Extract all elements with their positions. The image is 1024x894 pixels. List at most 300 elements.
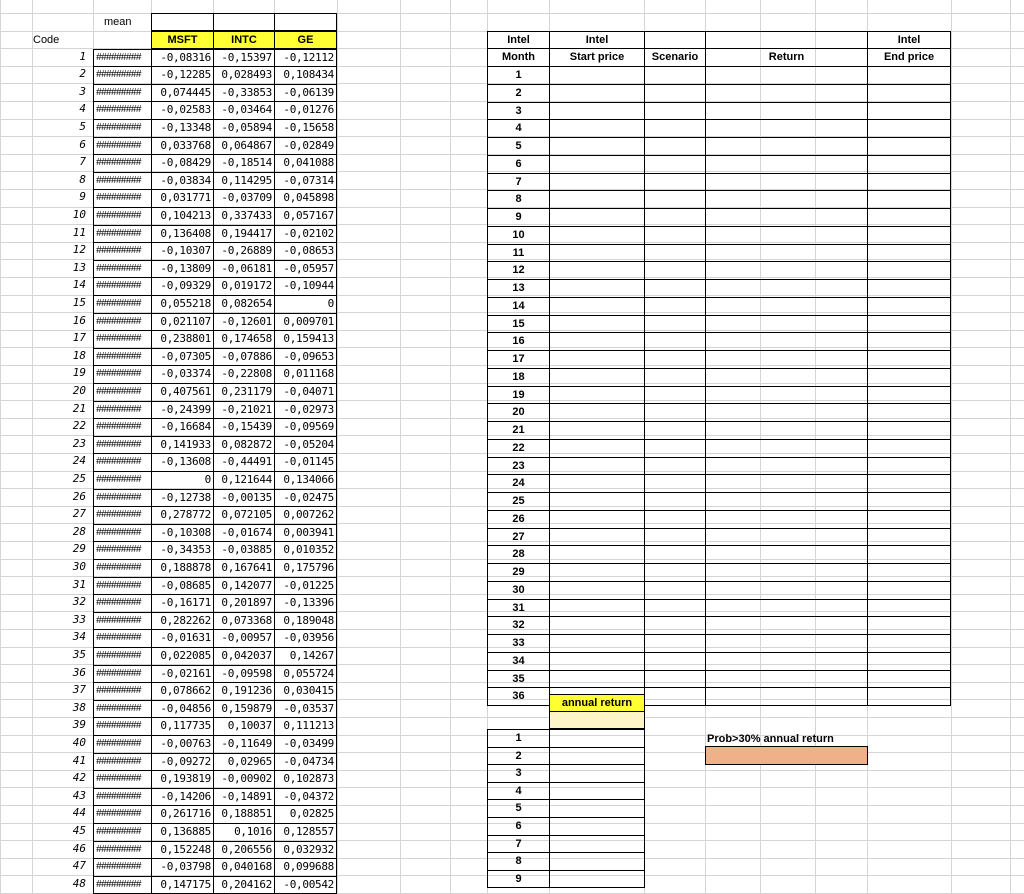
intel-end-price[interactable]	[867, 332, 951, 351]
row-intc[interactable]: -0,12601	[213, 313, 275, 331]
row-date[interactable]: #########	[93, 84, 152, 102]
row-code[interactable]: 4	[79, 102, 86, 115]
intel-start-price[interactable]	[549, 173, 645, 191]
prob-label[interactable]: Prob>30% annual return	[707, 733, 834, 745]
intel-return[interactable]	[705, 66, 868, 85]
row-intc[interactable]: 0,019172	[213, 277, 275, 296]
row-code[interactable]: 2	[79, 67, 86, 80]
intel-end-price[interactable]	[867, 279, 951, 298]
row-ge[interactable]: -0,10944	[274, 277, 337, 296]
mean-label[interactable]: mean	[104, 16, 132, 28]
sim-annual-return[interactable]	[549, 747, 645, 765]
row-intc[interactable]: 0,167641	[213, 559, 275, 578]
intel-month[interactable]: 35	[487, 670, 550, 688]
sim-annual-return[interactable]	[549, 852, 645, 871]
sim-number[interactable]: 9	[487, 870, 550, 888]
intel-start-price[interactable]	[549, 332, 645, 351]
row-ge[interactable]: -0,00542	[274, 876, 337, 894]
intel-start-price[interactable]	[549, 474, 645, 493]
row-date[interactable]: #########	[93, 436, 152, 454]
row-intc[interactable]: -0,00902	[213, 770, 275, 789]
intel-end-price[interactable]	[867, 403, 951, 422]
row-ge[interactable]: -0,13396	[274, 594, 337, 613]
intel-end-price[interactable]	[867, 244, 951, 262]
intel-start-price[interactable]	[549, 403, 645, 422]
row-code[interactable]: 35	[72, 648, 86, 661]
row-intc[interactable]: 0,231179	[213, 383, 275, 402]
intel-month[interactable]: 5	[487, 137, 550, 156]
intel-scenario[interactable]	[644, 261, 706, 280]
row-ge[interactable]: -0,01276	[274, 101, 337, 120]
sim-annual-return[interactable]	[549, 764, 645, 783]
row-ge[interactable]: -0,09653	[274, 348, 337, 366]
row-date[interactable]: #########	[93, 717, 152, 736]
row-ge[interactable]: -0,06139	[274, 84, 337, 102]
intel-month[interactable]: 14	[487, 297, 550, 316]
row-intc[interactable]: -0,06181	[213, 260, 275, 278]
row-msft[interactable]: 0,193819	[151, 770, 214, 789]
intel-scenario[interactable]	[644, 84, 706, 103]
intel-scenario[interactable]	[644, 368, 706, 387]
row-date[interactable]: #########	[93, 788, 152, 806]
intel-start-price[interactable]	[549, 279, 645, 298]
intel-month[interactable]: 21	[487, 421, 550, 440]
intel-return[interactable]	[705, 545, 868, 564]
intel-return[interactable]	[705, 368, 868, 387]
row-intc[interactable]: -0,33853	[213, 84, 275, 102]
intel-end-price[interactable]	[867, 226, 951, 245]
row-code[interactable]: 5	[79, 120, 86, 133]
intel-scenario[interactable]	[644, 244, 706, 262]
row-code[interactable]: 44	[72, 806, 86, 819]
intel-end-price[interactable]	[867, 492, 951, 511]
row-code[interactable]: 8	[79, 173, 86, 186]
row-intc[interactable]: 0,073368	[213, 612, 275, 630]
intel-end-price[interactable]	[867, 634, 951, 653]
row-ge[interactable]: 0,02825	[274, 805, 337, 824]
row-code[interactable]: 11	[72, 226, 86, 239]
intel-start-price[interactable]	[549, 119, 645, 138]
intel-end-price[interactable]	[867, 368, 951, 387]
ge-header[interactable]: GE	[274, 31, 337, 49]
intel-scenario[interactable]	[644, 492, 706, 511]
row-date[interactable]: #########	[93, 858, 152, 877]
row-msft[interactable]: -0,03374	[151, 365, 214, 384]
row-msft[interactable]: -0,14206	[151, 788, 214, 806]
row-ge[interactable]: 0,134066	[274, 471, 337, 490]
row-msft[interactable]: -0,24399	[151, 401, 214, 419]
row-date[interactable]: #########	[93, 119, 152, 138]
row-code[interactable]: 41	[72, 754, 86, 767]
row-ge[interactable]: -0,05204	[274, 436, 337, 454]
row-ge[interactable]: 0,030415	[274, 682, 337, 701]
row-msft[interactable]: 0,022085	[151, 647, 214, 666]
row-intc[interactable]: -0,15397	[213, 49, 275, 67]
row-ge[interactable]: -0,04071	[274, 383, 337, 402]
row-code[interactable]: 22	[72, 419, 86, 432]
row-date[interactable]: #########	[93, 541, 152, 560]
row-code[interactable]: 18	[72, 349, 86, 362]
row-msft[interactable]: 0,188878	[151, 559, 214, 578]
intel-month[interactable]: 18	[487, 368, 550, 387]
row-date[interactable]: #########	[93, 841, 152, 859]
code-header[interactable]: Code	[33, 34, 60, 46]
intel-scenario[interactable]	[644, 190, 706, 209]
row-intc[interactable]: -0,03464	[213, 101, 275, 120]
row-intc[interactable]: -0,00957	[213, 629, 275, 648]
row-code[interactable]: 27	[72, 507, 86, 520]
row-date[interactable]: #########	[93, 207, 152, 226]
sim-annual-return[interactable]	[549, 835, 645, 853]
intel-start-price[interactable]	[549, 297, 645, 316]
row-intc[interactable]: 0,191236	[213, 682, 275, 701]
intel-month[interactable]: 20	[487, 403, 550, 422]
row-ge[interactable]: -0,02102	[274, 225, 337, 243]
intel-start-price[interactable]	[549, 616, 645, 635]
row-intc[interactable]: -0,26889	[213, 242, 275, 261]
row-msft[interactable]: 0,031771	[151, 189, 214, 208]
intel-header-end-top[interactable]: Intel	[867, 31, 951, 49]
row-msft[interactable]: -0,10307	[151, 242, 214, 261]
intel-end-price[interactable]	[867, 315, 951, 333]
intel-scenario[interactable]	[644, 332, 706, 351]
intel-scenario[interactable]	[644, 137, 706, 156]
intel-month[interactable]: 15	[487, 315, 550, 333]
row-msft[interactable]: -0,02161	[151, 665, 214, 683]
intel-return[interactable]	[705, 155, 868, 174]
annual-return-cell[interactable]	[549, 711, 645, 729]
intel-month[interactable]: 31	[487, 599, 550, 617]
intel-header-end-price[interactable]: End price	[867, 48, 951, 67]
intel-scenario[interactable]	[644, 687, 706, 706]
row-msft[interactable]: -0,34353	[151, 541, 214, 560]
row-intc[interactable]: 0,1016	[213, 823, 275, 842]
intel-return[interactable]	[705, 315, 868, 333]
intel-end-price[interactable]	[867, 208, 951, 227]
row-date[interactable]: #########	[93, 506, 152, 525]
row-code[interactable]: 14	[72, 278, 86, 291]
row-ge[interactable]: 0,055724	[274, 665, 337, 683]
row-date[interactable]: #########	[93, 577, 152, 595]
intel-header-return[interactable]: Return	[705, 48, 868, 67]
row-msft[interactable]: -0,09272	[151, 753, 214, 771]
intel-end-price[interactable]	[867, 261, 951, 280]
row-ge[interactable]: 0,108434	[274, 66, 337, 85]
intel-return[interactable]	[705, 492, 868, 511]
intel-return[interactable]	[705, 403, 868, 422]
row-ge[interactable]: 0,009701	[274, 313, 337, 331]
intel-start-price[interactable]	[549, 652, 645, 671]
intel-end-price[interactable]	[867, 119, 951, 138]
row-intc[interactable]: 0,201897	[213, 594, 275, 613]
intel-end-price[interactable]	[867, 457, 951, 475]
row-code[interactable]: 47	[72, 859, 86, 872]
sim-number[interactable]: 8	[487, 852, 550, 871]
row-code[interactable]: 43	[72, 789, 86, 802]
row-msft[interactable]: -0,13608	[151, 453, 214, 472]
intel-return[interactable]	[705, 350, 868, 369]
intel-month[interactable]: 24	[487, 474, 550, 493]
intel-return[interactable]	[705, 102, 868, 120]
row-ge[interactable]: -0,04372	[274, 788, 337, 806]
row-intc[interactable]: 0,337433	[213, 207, 275, 226]
row-code[interactable]: 45	[72, 824, 86, 837]
intel-scenario[interactable]	[644, 173, 706, 191]
intel-scenario[interactable]	[644, 581, 706, 600]
row-date[interactable]: #########	[93, 594, 152, 613]
sim-annual-return[interactable]	[549, 799, 645, 818]
intel-return[interactable]	[705, 208, 868, 227]
row-ge[interactable]: 0,007262	[274, 506, 337, 525]
intel-return[interactable]	[705, 474, 868, 493]
intel-start-price[interactable]	[549, 155, 645, 174]
row-msft[interactable]: -0,08685	[151, 577, 214, 595]
row-date[interactable]: #########	[93, 682, 152, 701]
row-code[interactable]: 16	[72, 314, 86, 327]
row-code[interactable]: 20	[72, 384, 86, 397]
row-date[interactable]: #########	[93, 647, 152, 666]
intel-start-price[interactable]	[549, 599, 645, 617]
row-date[interactable]: #########	[93, 401, 152, 419]
sim-number[interactable]: 5	[487, 799, 550, 818]
row-ge[interactable]: 0,14267	[274, 647, 337, 666]
intel-start-price[interactable]	[549, 457, 645, 475]
row-intc[interactable]: -0,07886	[213, 348, 275, 366]
intel-end-price[interactable]	[867, 350, 951, 369]
intel-month[interactable]: 19	[487, 386, 550, 404]
row-date[interactable]: #########	[93, 612, 152, 630]
row-date[interactable]: #########	[93, 629, 152, 648]
intel-month[interactable]: 1	[487, 66, 550, 85]
row-msft[interactable]: -0,08316	[151, 49, 214, 67]
row-ge[interactable]: 0,189048	[274, 612, 337, 630]
intel-scenario[interactable]	[644, 226, 706, 245]
intel-start-price[interactable]	[549, 545, 645, 564]
intel-scenario[interactable]	[644, 474, 706, 493]
intel-return[interactable]	[705, 421, 868, 440]
row-msft[interactable]: -0,01631	[151, 629, 214, 648]
row-ge[interactable]: -0,01225	[274, 577, 337, 595]
row-code[interactable]: 3	[79, 85, 86, 98]
row-ge[interactable]: 0,045898	[274, 189, 337, 208]
row-code[interactable]: 46	[72, 842, 86, 855]
intel-return[interactable]	[705, 687, 868, 706]
row-intc[interactable]: 0,114295	[213, 172, 275, 190]
row-ge[interactable]: 0,010352	[274, 541, 337, 560]
intel-month[interactable]: 36	[487, 687, 550, 706]
sim-annual-return[interactable]	[549, 870, 645, 888]
row-msft[interactable]: -0,13809	[151, 260, 214, 278]
row-msft[interactable]: 0,078662	[151, 682, 214, 701]
intel-header-month-top[interactable]: Intel	[487, 31, 550, 49]
row-msft[interactable]: -0,03834	[151, 172, 214, 190]
intel-month[interactable]: 25	[487, 492, 550, 511]
row-intc[interactable]: 0,142077	[213, 577, 275, 595]
sim-annual-return[interactable]	[549, 782, 645, 800]
row-intc[interactable]: -0,11649	[213, 735, 275, 754]
intel-scenario[interactable]	[644, 670, 706, 688]
row-code[interactable]: 9	[79, 190, 86, 203]
row-intc[interactable]: 0,082872	[213, 436, 275, 454]
intel-return[interactable]	[705, 616, 868, 635]
row-code[interactable]: 38	[72, 701, 86, 714]
intel-start-price[interactable]	[549, 190, 645, 209]
row-code[interactable]: 33	[72, 613, 86, 626]
intel-return[interactable]	[705, 670, 868, 688]
intel-scenario[interactable]	[644, 155, 706, 174]
row-code[interactable]: 17	[72, 331, 86, 344]
row-msft[interactable]: 0,282262	[151, 612, 214, 630]
intel-return[interactable]	[705, 386, 868, 404]
intel-month[interactable]: 17	[487, 350, 550, 369]
row-msft[interactable]: 0,407561	[151, 383, 214, 402]
row-intc[interactable]: -0,21021	[213, 401, 275, 419]
intel-end-price[interactable]	[867, 190, 951, 209]
intel-scenario[interactable]	[644, 563, 706, 582]
intel-return[interactable]	[705, 173, 868, 191]
row-intc[interactable]: -0,09598	[213, 665, 275, 683]
row-date[interactable]: #########	[93, 700, 152, 718]
intel-month[interactable]: 33	[487, 634, 550, 653]
mean-msft-cell[interactable]	[151, 13, 214, 31]
row-date[interactable]: #########	[93, 49, 152, 67]
row-ge[interactable]: 0,041088	[274, 154, 337, 173]
row-date[interactable]: #########	[93, 154, 152, 173]
intel-end-price[interactable]	[867, 421, 951, 440]
intel-month[interactable]: 9	[487, 208, 550, 227]
row-ge[interactable]: -0,09569	[274, 418, 337, 437]
intel-scenario[interactable]	[644, 386, 706, 404]
intel-scenario[interactable]	[644, 119, 706, 138]
row-intc[interactable]: -0,03885	[213, 541, 275, 560]
intel-end-price[interactable]	[867, 155, 951, 174]
row-date[interactable]: #########	[93, 313, 152, 331]
intel-return[interactable]	[705, 599, 868, 617]
row-intc[interactable]: 0,028493	[213, 66, 275, 85]
intel-return[interactable]	[705, 261, 868, 280]
row-intc[interactable]: 0,121644	[213, 471, 275, 490]
intel-end-price[interactable]	[867, 297, 951, 316]
row-date[interactable]: #########	[93, 225, 152, 243]
intel-scenario[interactable]	[644, 297, 706, 316]
row-msft[interactable]: 0,152248	[151, 841, 214, 859]
intel-scenario[interactable]	[644, 528, 706, 546]
intel-month[interactable]: 10	[487, 226, 550, 245]
row-intc[interactable]: 0,02965	[213, 753, 275, 771]
row-msft[interactable]: -0,03798	[151, 858, 214, 877]
intel-scenario[interactable]	[644, 350, 706, 369]
row-ge[interactable]: 0,032932	[274, 841, 337, 859]
intel-return[interactable]	[705, 563, 868, 582]
annual-return-label[interactable]: annual return	[549, 694, 645, 712]
intel-month[interactable]: 30	[487, 581, 550, 600]
intel-return[interactable]	[705, 652, 868, 671]
row-date[interactable]: #########	[93, 365, 152, 384]
intel-start-price[interactable]	[549, 368, 645, 387]
row-code[interactable]: 36	[72, 666, 86, 679]
row-intc[interactable]: 0,042037	[213, 647, 275, 666]
row-ge[interactable]: 0,111213	[274, 717, 337, 736]
row-ge[interactable]: 0,175796	[274, 559, 337, 578]
row-ge[interactable]: 0,099688	[274, 858, 337, 877]
row-msft[interactable]: -0,13348	[151, 119, 214, 138]
intel-scenario[interactable]	[644, 599, 706, 617]
row-date[interactable]: #########	[93, 66, 152, 85]
intel-start-price[interactable]	[549, 261, 645, 280]
row-ge[interactable]: 0,128557	[274, 823, 337, 842]
intel-end-price[interactable]	[867, 102, 951, 120]
row-code[interactable]: 30	[72, 560, 86, 573]
intel-start-price[interactable]	[549, 137, 645, 156]
row-date[interactable]: #########	[93, 753, 152, 771]
row-intc[interactable]: -0,44491	[213, 453, 275, 472]
intel-scenario[interactable]	[644, 457, 706, 475]
row-date[interactable]: #########	[93, 137, 152, 155]
row-date[interactable]: #########	[93, 876, 152, 894]
row-date[interactable]: #########	[93, 172, 152, 190]
row-msft[interactable]: 0,238801	[151, 330, 214, 349]
row-code[interactable]: 6	[79, 138, 86, 151]
intel-return[interactable]	[705, 226, 868, 245]
row-intc[interactable]: 0,082654	[213, 295, 275, 314]
intel-end-price[interactable]	[867, 474, 951, 493]
intel-scenario[interactable]	[644, 208, 706, 227]
row-msft[interactable]: -0,10308	[151, 524, 214, 542]
row-code[interactable]: 15	[72, 296, 86, 309]
row-msft[interactable]: -0,12738	[151, 489, 214, 507]
row-ge[interactable]: -0,02475	[274, 489, 337, 507]
row-intc[interactable]: 0,040168	[213, 858, 275, 877]
intel-scenario[interactable]	[644, 315, 706, 333]
sim-number[interactable]: 7	[487, 835, 550, 853]
intel-return[interactable]	[705, 510, 868, 529]
row-code[interactable]: 21	[72, 402, 86, 415]
row-ge[interactable]: 0,057167	[274, 207, 337, 226]
intel-return[interactable]	[705, 581, 868, 600]
row-ge[interactable]: -0,12112	[274, 49, 337, 67]
row-ge[interactable]: 0,102873	[274, 770, 337, 789]
row-intc[interactable]: 0,174658	[213, 330, 275, 349]
row-ge[interactable]: 0	[274, 295, 337, 314]
intel-start-price[interactable]	[549, 634, 645, 653]
intel-scenario[interactable]	[644, 510, 706, 529]
row-intc[interactable]: -0,03709	[213, 189, 275, 208]
intel-end-price[interactable]	[867, 386, 951, 404]
intel-start-price[interactable]	[549, 102, 645, 120]
row-intc[interactable]: -0,01674	[213, 524, 275, 542]
sim-number[interactable]: 3	[487, 764, 550, 783]
row-code[interactable]: 32	[72, 595, 86, 608]
row-code[interactable]: 24	[72, 454, 86, 467]
intel-header-start-top[interactable]: Intel	[549, 31, 645, 49]
intel-end-price[interactable]	[867, 84, 951, 103]
row-msft[interactable]: 0,021107	[151, 313, 214, 331]
mean-intc-cell[interactable]	[213, 13, 275, 31]
row-intc[interactable]: -0,14891	[213, 788, 275, 806]
row-code[interactable]: 29	[72, 542, 86, 555]
intel-month[interactable]: 13	[487, 279, 550, 298]
intel-return[interactable]	[705, 84, 868, 103]
intel-month[interactable]: 7	[487, 173, 550, 191]
row-code[interactable]: 7	[79, 155, 86, 168]
row-ge[interactable]: -0,03499	[274, 735, 337, 754]
sim-annual-return[interactable]	[549, 729, 645, 748]
row-msft[interactable]: 0,074445	[151, 84, 214, 102]
row-code[interactable]: 34	[72, 630, 86, 643]
row-intc[interactable]: 0,064867	[213, 137, 275, 155]
intel-end-price[interactable]	[867, 545, 951, 564]
intel-end-price[interactable]	[867, 599, 951, 617]
